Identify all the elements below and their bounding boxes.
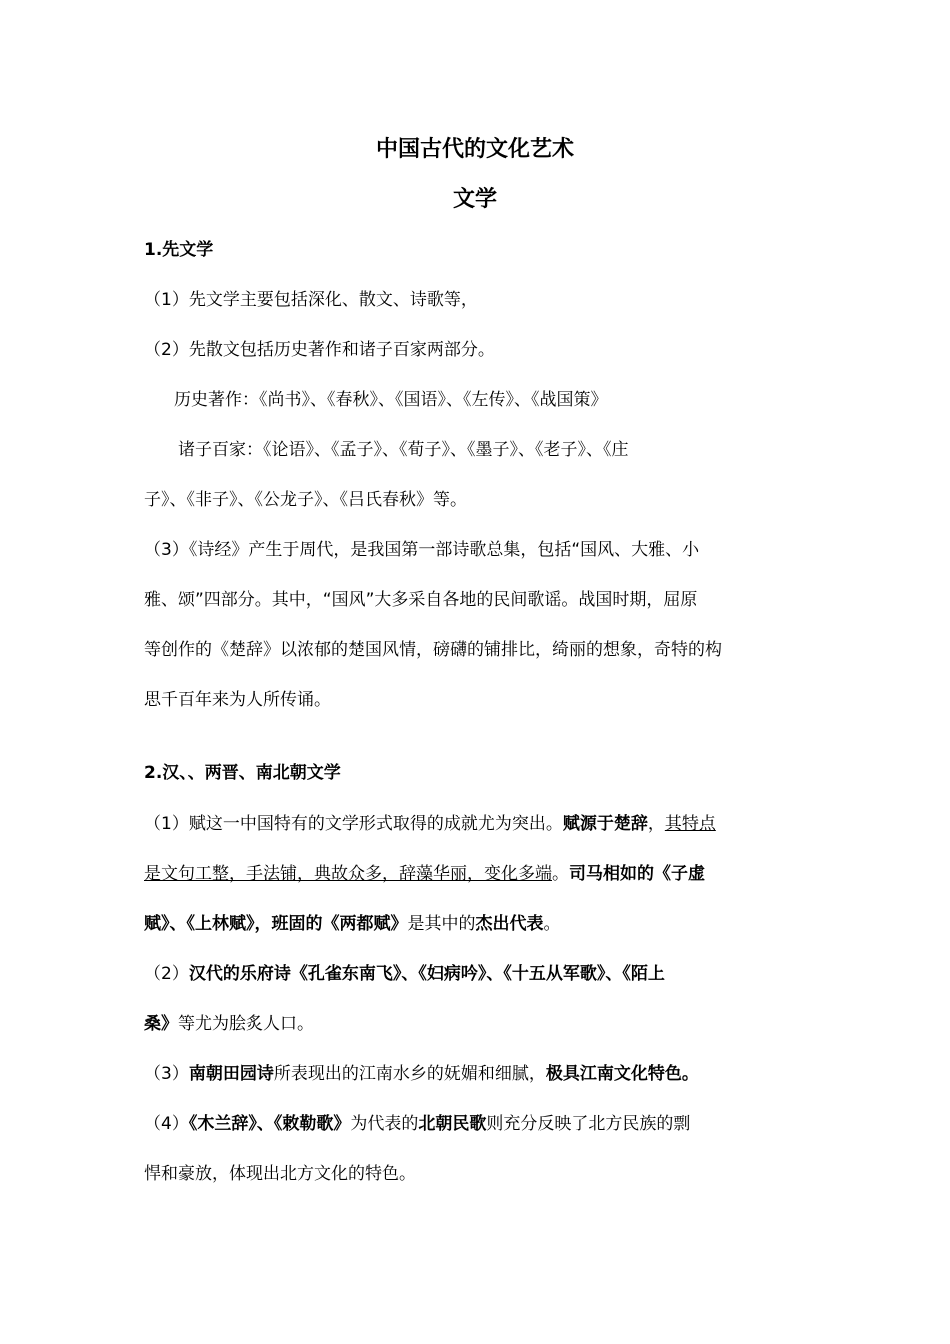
bold-text: 南朝田园诗: [188, 1064, 274, 1084]
paragraph-line: 雅、颂”四部分。其中，“国风”大多采自各地的民间歌谣。战国时期，屈原: [144, 590, 698, 610]
bold-text: 赋源于楚辞: [562, 814, 648, 834]
text-run: 等尤为脍炙人口。: [178, 1014, 314, 1034]
bold-text: 《木兰辞》、《敕勒歌》: [188, 1114, 351, 1134]
text-run: （4）: [144, 1114, 189, 1134]
paragraph-line: 诸子百家：《论语》、《孟子》、《荀子》、《墨子》、《老子》、《庄: [178, 440, 629, 460]
text-run: 则充分反映了北方民族的剽: [486, 1114, 691, 1134]
paragraph-line: [144, 1111, 690, 1137]
paragraph-line: [144, 1011, 314, 1037]
paragraph-line: （2）先散文包括历史著作和诸子百家两部分。: [144, 340, 495, 360]
section-title: 文学: [452, 187, 497, 212]
text-run: （2）: [144, 964, 189, 984]
paragraph-line: 历史著作：《尚书》、《春秋》、《国语》、《左传》、《战国策》: [174, 390, 608, 410]
text-run: （1）赋这一中国特有的文学形式取得的成就尤为突出。: [144, 814, 563, 834]
text-run: ，: [647, 814, 665, 834]
underlined-text: 其特点: [664, 814, 716, 834]
paragraph-line: （3）《诗经》产生于周代，是我国第一部诗歌总集，包括“国风、大雅、小: [144, 540, 700, 560]
paragraph-line: 子》、《非子》、《公龙子》、《吕氏春秋》等。: [144, 490, 467, 510]
paragraph-line: [144, 811, 716, 837]
bold-text: 杰出代表: [475, 914, 544, 934]
document-title: 中国古代的文化艺术: [375, 137, 574, 162]
section-heading-1: 1.先文学: [144, 240, 214, 260]
bold-text: 极具江南文化特色。: [545, 1064, 699, 1084]
bold-text: 桑》: [144, 1014, 178, 1034]
paragraph-line: [144, 861, 705, 887]
bold-text: 汉代的乐府诗《孔雀东南飞》、《妇病吟》、《十五从军歌》、《陌上: [188, 964, 665, 984]
paragraph-line: 等创作的《楚辞》以浓郁的楚国风情，磅礴的铺排比，绮丽的想象，奇特的构: [144, 640, 722, 660]
text-run: 为代表的: [350, 1114, 419, 1134]
section-heading-2: 2.汉、、两晋、南北朝文学: [144, 763, 341, 783]
text-run: 。: [543, 914, 561, 934]
paragraph-line: （1）先文学主要包括深化、散文、诗歌等，: [144, 290, 478, 310]
bold-text: 北朝民歌: [418, 1114, 487, 1134]
text-run: 。: [552, 864, 569, 884]
text-run: 所表现出的江南水乡的妩媚和细腻，: [273, 1064, 546, 1084]
paragraph-line: [144, 1061, 699, 1087]
paragraph-line: [144, 911, 561, 937]
bold-text: 赋》、《上林赋》，班固的《两都赋》: [144, 914, 408, 934]
bold-text: 司马相如的《子虚: [569, 864, 705, 884]
paragraph-line: 悍和豪放，体现出北方文化的特色。: [144, 1164, 416, 1184]
underlined-text: 是文句工整，手法铺，典故众多，辞藻华丽，变化多端: [144, 864, 552, 884]
paragraph-line: 思千百年来为人所传诵。: [144, 690, 331, 710]
text-run: 是其中的: [407, 914, 476, 934]
text-run: （3）: [144, 1064, 189, 1084]
paragraph-line: [144, 961, 665, 987]
